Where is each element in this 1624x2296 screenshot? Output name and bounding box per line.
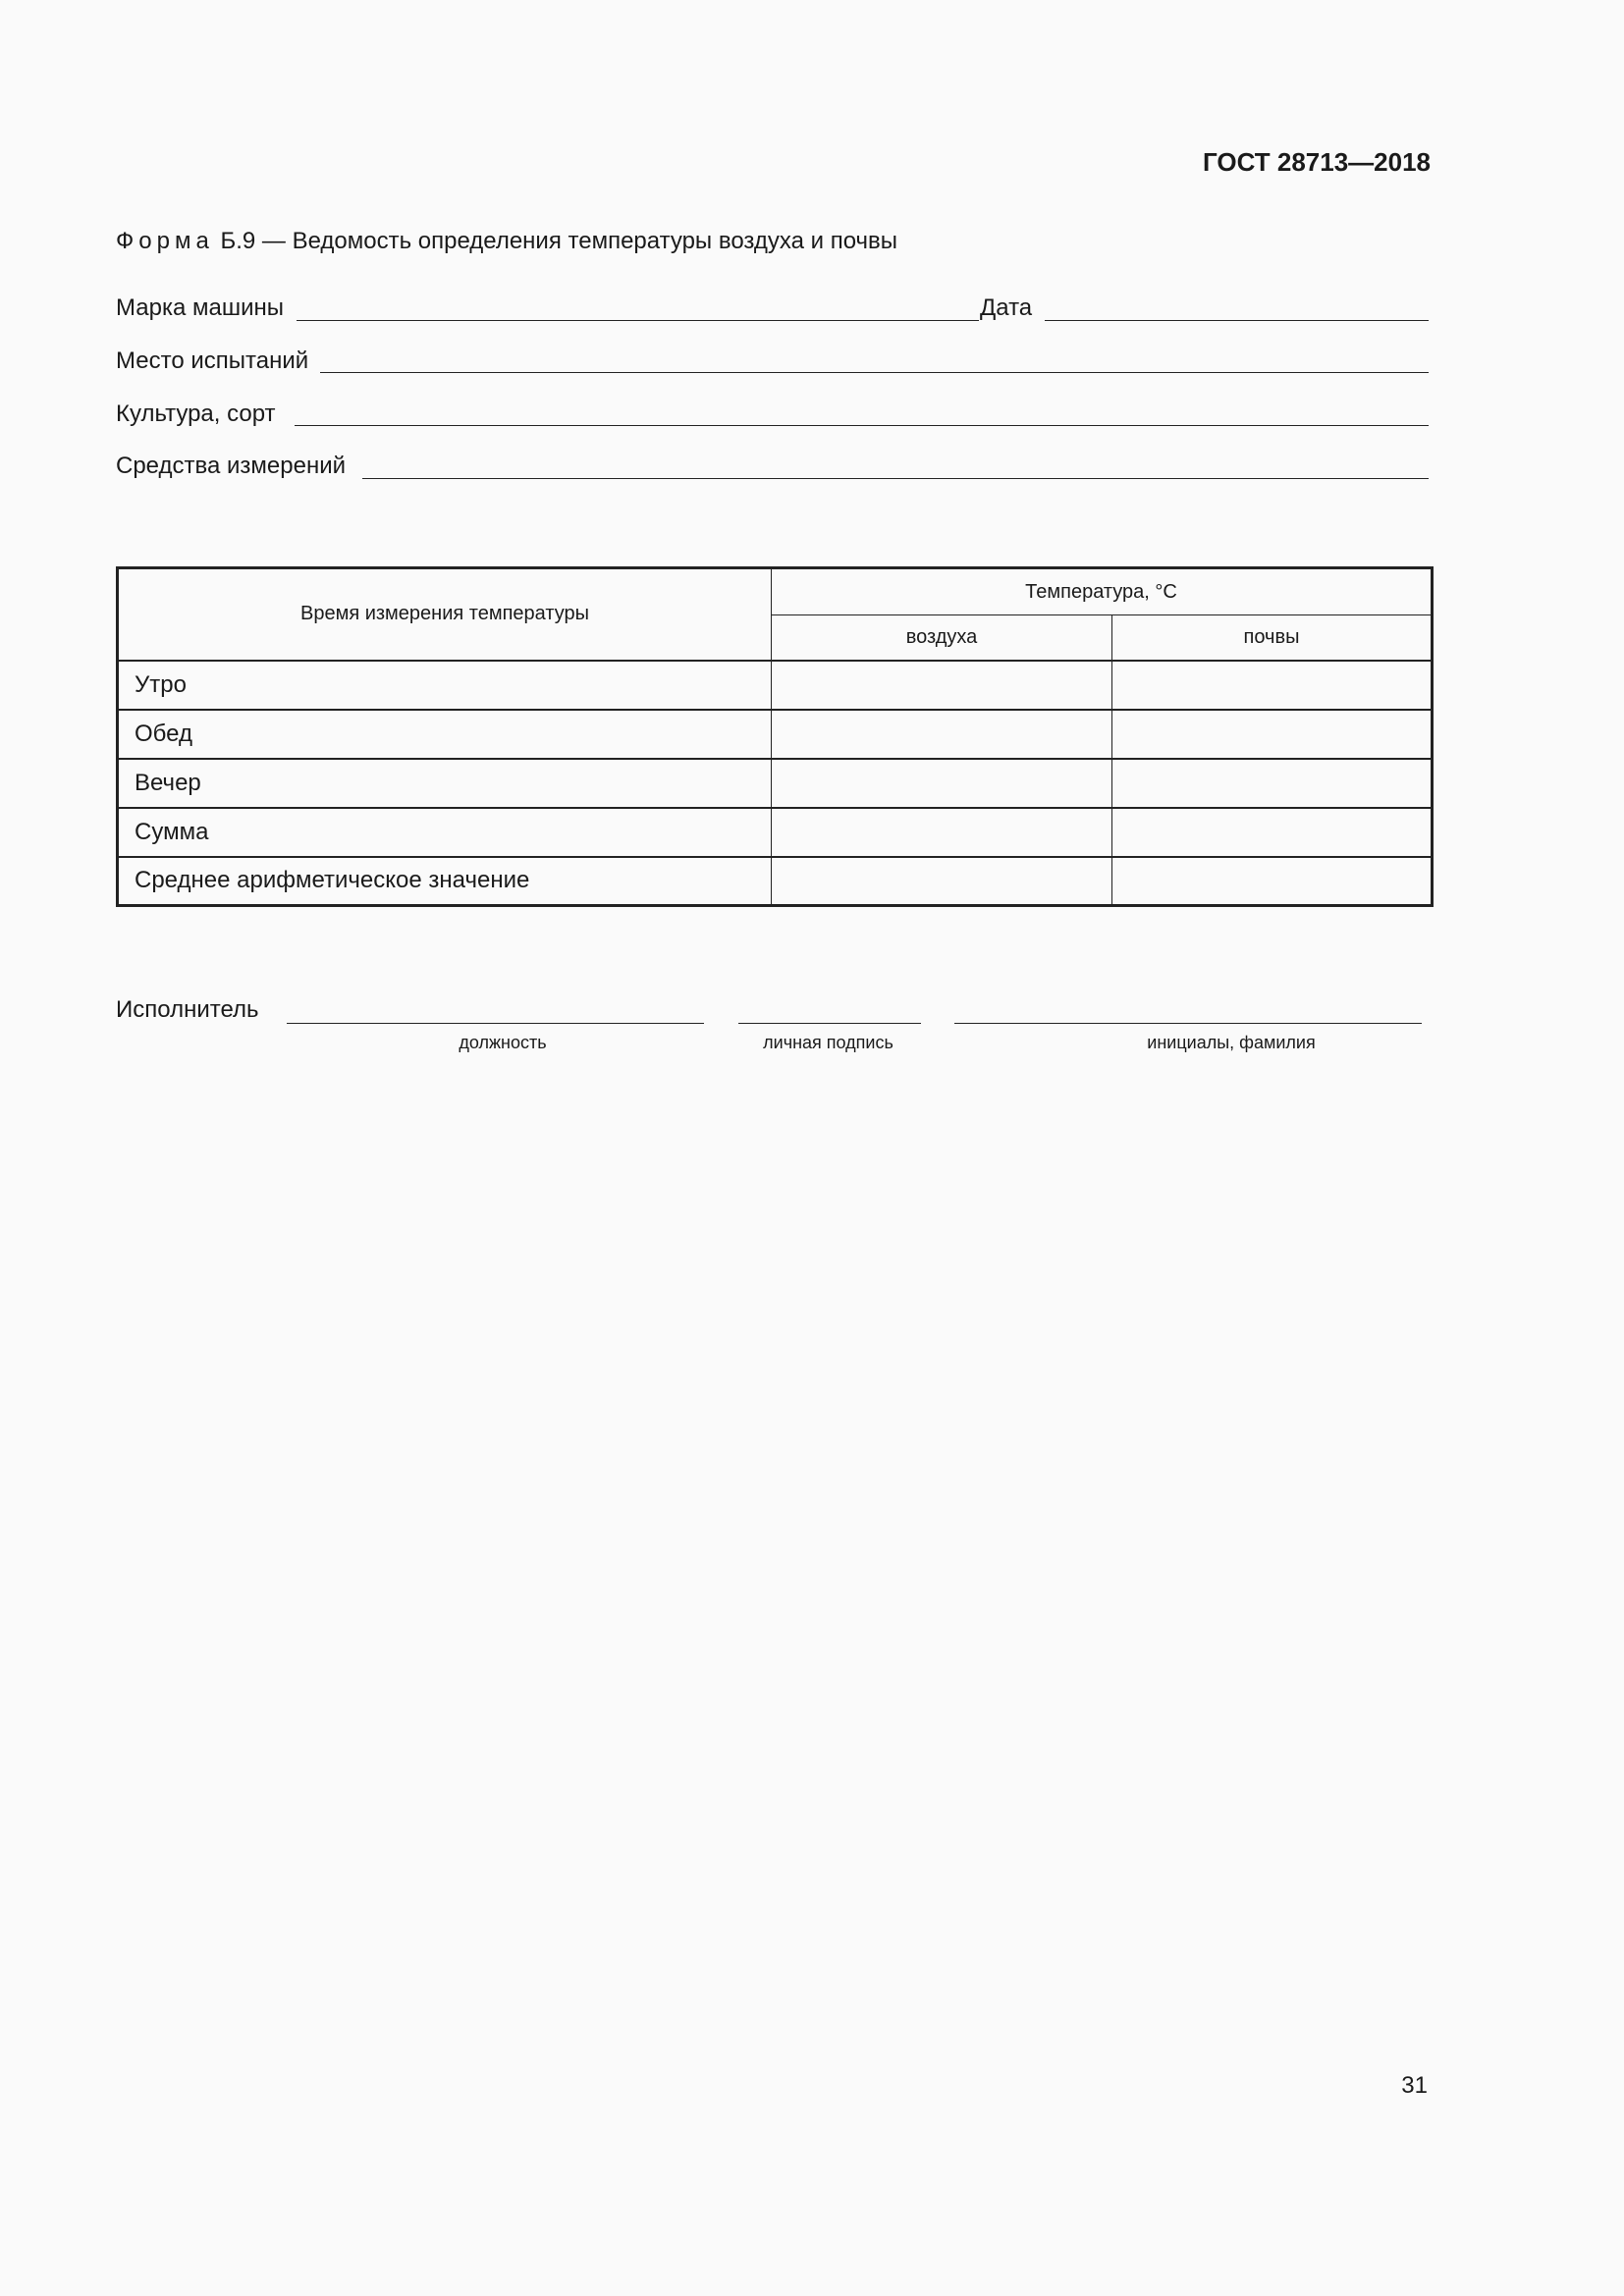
name-line[interactable] xyxy=(954,1023,1422,1024)
air-cell[interactable] xyxy=(772,710,1112,759)
soil-cell[interactable] xyxy=(1112,808,1433,857)
date-line[interactable] xyxy=(1045,320,1429,321)
standard-number: ГОСТ 28713—2018 xyxy=(1203,147,1431,177)
header-time: Время измерения температуры xyxy=(118,568,772,661)
form-prefix: Форма xyxy=(116,228,214,254)
air-cell[interactable] xyxy=(772,857,1112,906)
signature-line[interactable] xyxy=(738,1023,921,1024)
measuring-tools-line[interactable] xyxy=(362,478,1429,479)
name-caption: инициалы, фамилия xyxy=(1147,1033,1316,1052)
row-label: Обед xyxy=(118,710,772,759)
row-label: Среднее арифметическое значение xyxy=(118,857,772,906)
table-row xyxy=(118,857,1433,906)
air-cell[interactable] xyxy=(772,808,1112,857)
row-label: Вечер xyxy=(118,759,772,808)
air-cell[interactable] xyxy=(772,661,1112,710)
header-temperature: Температура, °С xyxy=(772,568,1433,615)
page-number: 31 xyxy=(1401,2072,1428,2099)
test-location-line[interactable] xyxy=(320,372,1429,373)
soil-cell[interactable] xyxy=(1112,661,1433,710)
position-line[interactable] xyxy=(287,1023,704,1024)
form-title-text: Б.9 — Ведомость определения температуры воздуха и почвы xyxy=(220,228,898,254)
table-row xyxy=(118,759,1433,808)
crop-variety-label: Культура, сорт xyxy=(116,400,276,427)
position-caption: должность xyxy=(459,1033,547,1052)
row-label: Сумма xyxy=(118,808,772,857)
header-air: воздуха xyxy=(772,615,1112,661)
machine-brand-label: Марка машины xyxy=(116,294,285,321)
soil-cell[interactable] xyxy=(1112,710,1433,759)
form-title xyxy=(116,228,897,255)
table-row xyxy=(118,661,1433,710)
test-location-label: Место испытаний xyxy=(116,347,309,374)
executor-label: Исполнитель xyxy=(116,996,259,1023)
crop-variety-line[interactable] xyxy=(295,425,1429,426)
temperature-table xyxy=(116,566,1434,907)
table-row xyxy=(118,710,1433,759)
measuring-tools-label: Средства измерений xyxy=(116,453,347,479)
signature-caption: личная подпись xyxy=(763,1033,893,1052)
soil-cell[interactable] xyxy=(1112,857,1433,906)
table-row xyxy=(118,808,1433,857)
header-soil: почвы xyxy=(1112,615,1433,661)
row-label: Утро xyxy=(118,661,772,710)
air-cell[interactable] xyxy=(772,759,1112,808)
date-label: Дата xyxy=(980,294,1033,321)
soil-cell[interactable] xyxy=(1112,759,1433,808)
machine-brand-line[interactable] xyxy=(297,320,979,321)
